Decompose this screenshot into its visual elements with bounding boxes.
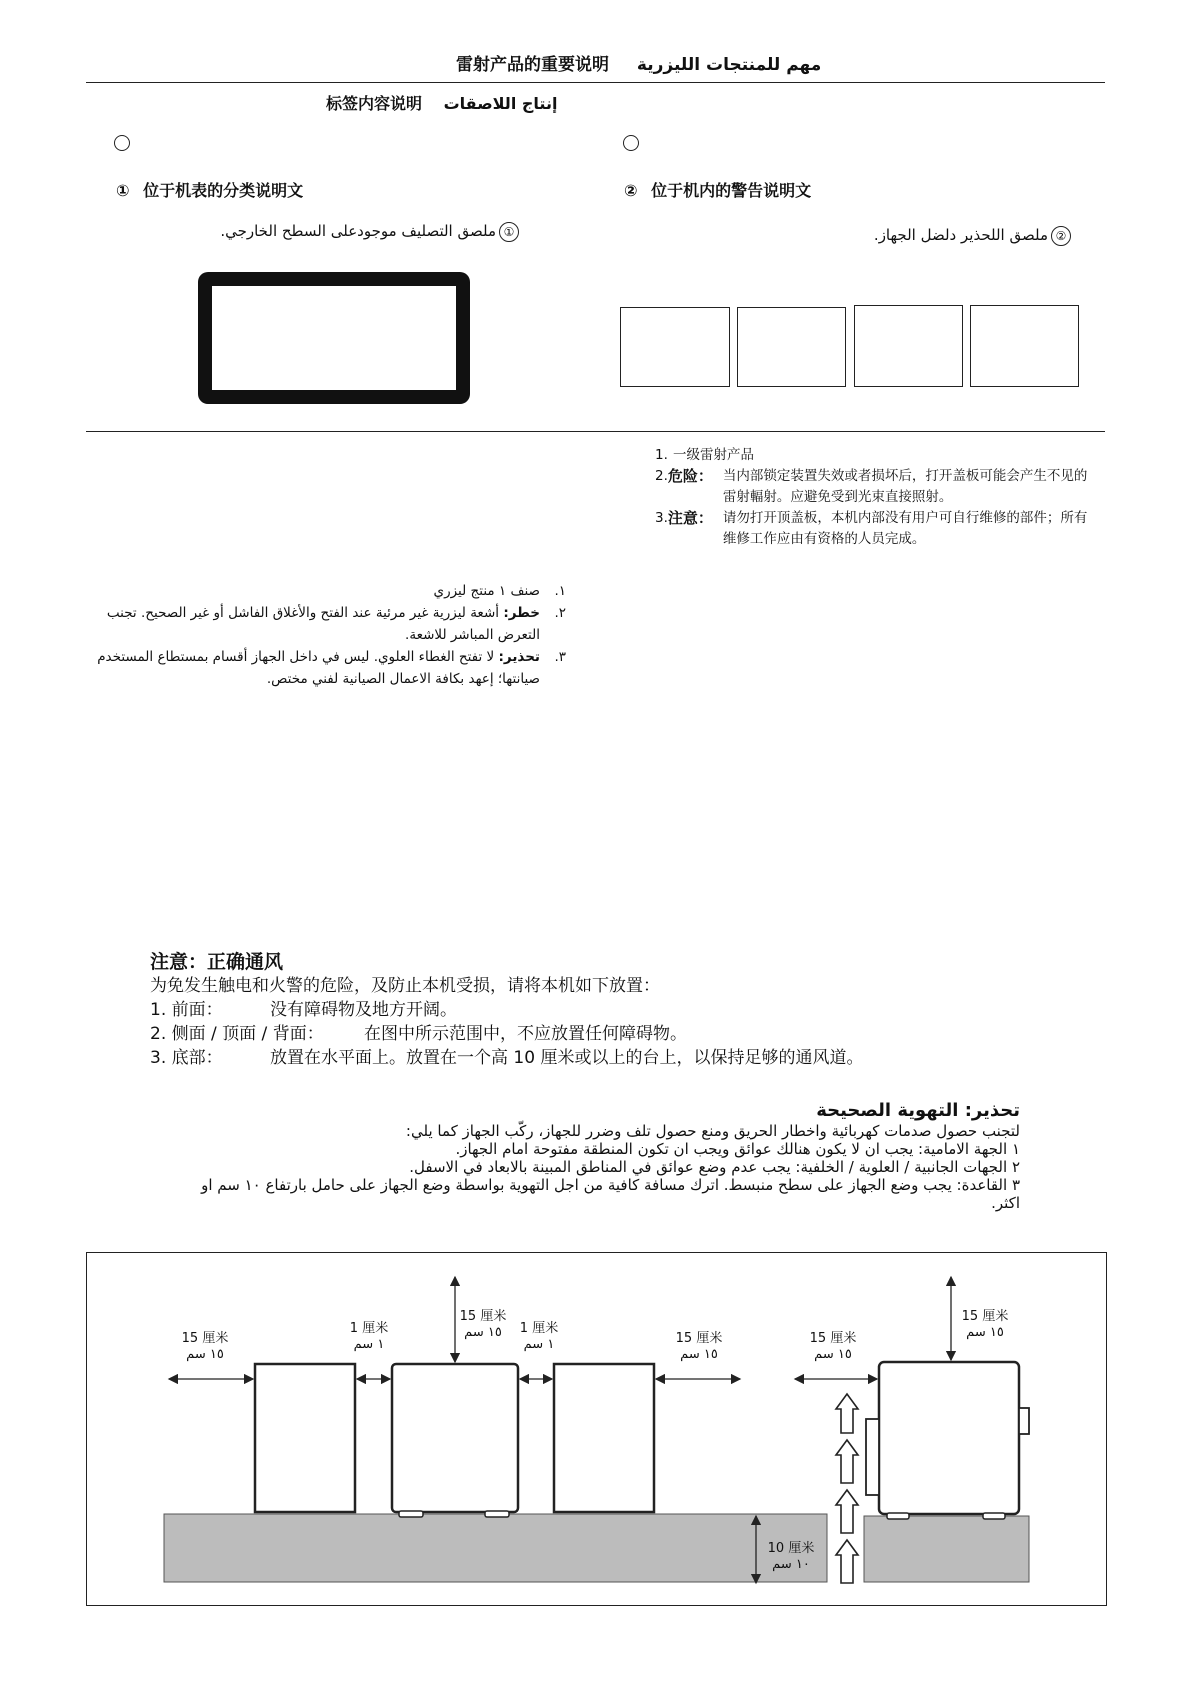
label-gap-left-1cm: 1 厘米 ١ سم <box>349 1321 389 1352</box>
vent-cn <box>150 950 1050 1070</box>
label2-ar: ②ملصق اللحذير دلضل الجهاز. <box>760 226 1074 246</box>
label-left-15cm: 15 厘米 ١٥ سم <box>181 1331 229 1362</box>
front-shelf <box>164 1514 827 1582</box>
vent-ar <box>180 1100 1020 1212</box>
label-gap-right-1cm: 1 厘米 ١ سم <box>519 1321 559 1352</box>
label-bottom-10cm: 10 厘米 ١٠ سم <box>767 1541 815 1572</box>
warning-box-2 <box>737 307 846 387</box>
unit-foot-left <box>399 1511 423 1517</box>
side-unit-front <box>866 1419 879 1495</box>
airflow-arrow-4 <box>836 1394 858 1433</box>
side-foot-left <box>887 1513 909 1519</box>
side-shelf <box>864 1516 1029 1582</box>
vent-ar-item-3: ٣ القاعدة: يجب وضع الجهاز على سطح منبسط. اترك مسافة كافية من اجل التهوية بواسطة وضع الجهاز على حامل بارتفاع ١٠ سم او اكثر. <box>201 1176 1020 1212</box>
side-foot-right <box>983 1513 1005 1519</box>
vent-cn-item-3: 3. 底部： 放置在水平面上。放置在一个高 10 厘米或以上的台上，以保持足够的通风道。 <box>150 1048 864 1068</box>
warning-box-3 <box>854 305 963 387</box>
left-speaker <box>255 1364 355 1512</box>
class1-label-frame <box>198 272 470 404</box>
labels-section-title: 标签内容说明 إنتاج اللاصقات <box>326 94 558 113</box>
airflow-arrow-3 <box>836 1440 858 1483</box>
circle-marker-2 <box>623 135 639 151</box>
warning-box-1 <box>620 307 730 387</box>
airflow-arrow-2 <box>836 1490 858 1533</box>
main-unit <box>392 1364 518 1512</box>
ar-note-3: ٣. تحذير: لا تفتح الغطاء العلوي. ليس في داخل الجهاز أقسام بمستطاع المستخدم صيانتها؛ إعهد بكافة الاعمال الصيانية لفني مختص. <box>97 649 566 687</box>
vent-ar-intro: لتجنب حصول صدمات كهربائية واخطار الحريق ومنع حصول تلف وضرر للجهاز، ركّب الجهاز كما يلي: <box>405 1122 1020 1140</box>
label1-cn: ① 位于机表的分类说明文 <box>116 181 304 200</box>
ar-note-1: ١. صنف ١ منتج ليزري <box>433 583 566 599</box>
unit-foot-right <box>485 1511 509 1517</box>
title-cn: 雷射产品的重要说明 <box>456 55 609 75</box>
cn-note-2: 2. 危险： 当内部锁定装置失效或者损坏后，打开盖板可能会产生不见的雷射輻射。应避免受到光束直接照射。 <box>655 467 1088 505</box>
diagram-drawing <box>87 1253 1106 1605</box>
labels-rule <box>86 431 1105 432</box>
vent-cn-item-2: 2. 侧面 / 顶面 / 背面： 在图中所示范围中，不应放置任何障碍物。 <box>150 1024 687 1044</box>
ventilation-diagram <box>86 1252 1107 1606</box>
vent-ar-item-1: ١ الجهة الامامية: يجب ان لا يكون هنالك عوائق ويجب ان تكون المنطقة مفتوحة امام الجهاز. <box>455 1140 1020 1158</box>
ar-notes <box>88 580 566 690</box>
airflow-arrows <box>836 1394 858 1583</box>
vent-cn-intro: 为免发生触电和火警的危险，及防止本机受损，请将本机如下放置： <box>150 976 660 996</box>
vent-ar-title: تحذير: التهوية الصحيحة <box>816 1100 1020 1121</box>
label1-ar: ①ملصق التصليف موجودعلى السطح الخارجي. <box>180 222 522 242</box>
title-ar: مهم للمنتجات الليزرية <box>636 55 822 75</box>
ar-note-2: ٢. خطر: أشعة ليزرية غير مرئية عند الفتح والأغلاق الفاشل أو غير الصحيح. تجنب التعرض المباشر للاشعة. <box>106 605 566 643</box>
vent-ar-item-2: ٢ الجهات الجانبية / العلوية / الخلفية: يجب عدم وضع عوائق في المناطق المبينة بالابعاد في الاسفل. <box>409 1158 1020 1176</box>
side-unit <box>879 1362 1019 1514</box>
label2-cn: ② 位于机内的警告说明文 <box>624 181 812 200</box>
vent-cn-item-1: 1. 前面： 没有障碍物及地方开阔。 <box>150 1000 457 1020</box>
label-side-front-15cm: 15 厘米 ١٥ سم <box>809 1331 857 1362</box>
vent-cn-title: 注意：正确通风 <box>150 951 284 973</box>
cn-note-1: 1. 一级雷射产品 <box>655 447 754 463</box>
airflow-arrow-1 <box>836 1540 858 1583</box>
label-side-top-15cm: 15 厘米 ١٥ سم <box>961 1309 1009 1340</box>
header-rule <box>86 82 1105 83</box>
cn-notes <box>655 445 1099 550</box>
warning-box-4 <box>970 305 1079 387</box>
cn-note-3: 3. 注意： 请勿打开顶盖板，本机内部没有用户可自行维修的部件；所有维修工作应由有资格的人员完成。 <box>655 509 1088 547</box>
page-title <box>456 50 836 75</box>
warning-label-boxes <box>620 305 1080 387</box>
right-speaker <box>554 1364 654 1512</box>
circle-marker-1 <box>114 135 130 151</box>
side-unit-back <box>1019 1408 1029 1434</box>
label-top-15cm: 15 厘米 ١٥ سم <box>459 1309 507 1340</box>
label-right-15cm: 15 厘米 ١٥ سم <box>675 1331 723 1362</box>
